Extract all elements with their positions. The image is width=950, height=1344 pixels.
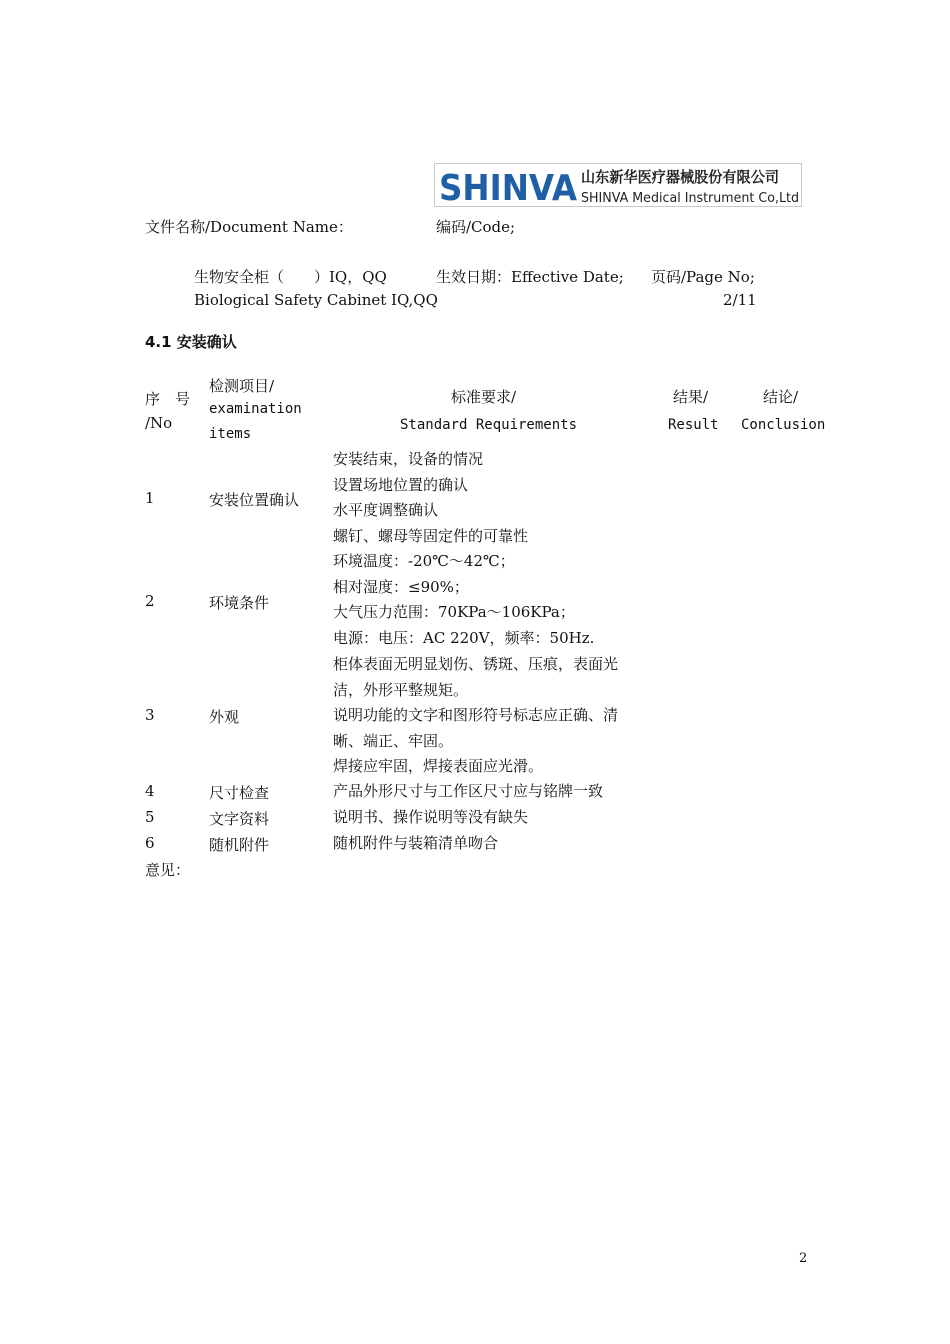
header-no-cn: 序 号 [145,390,191,408]
row-requirements [333,831,653,857]
header-item-en1: examination [209,401,302,417]
opinion-label: 意见： [145,861,191,879]
row-requirements [333,652,653,780]
row-number: 4 [145,782,155,800]
row-item: 环境条件 [209,594,270,612]
row-item: 尺寸检查 [209,784,270,802]
effective-date-label: 生效日期：Effective Date; [436,268,624,286]
requirement-line: 大气压力范围：70KPa～106KPa； [333,603,575,621]
header-result-en: Result [668,417,719,433]
row-number: 5 [145,808,155,826]
header-std-cn: 标准要求/ [451,388,517,406]
doc-title-cn: 生物安全柜（ ）IQ，QQ [194,268,387,286]
row-number: 3 [145,706,155,724]
requirement-line: 设置场地位置的确认 [333,475,469,494]
row-number: 6 [145,834,155,852]
requirement-line: 螺钉、螺母等固定件的可靠性 [333,526,529,545]
page-value: 2/11 [723,291,757,309]
requirement-line: 随机附件与装箱清单吻合 [333,834,499,852]
header-std-en: Standard Requirements [400,417,578,433]
header-item-cn: 检测项目/ [209,377,275,395]
requirement-line: 环境温度：-20℃～42℃； [333,552,515,570]
requirement-line: 说明书、操作说明等没有缺失 [333,808,529,826]
header-result-cn: 结果/ [673,388,709,406]
row-requirements [333,805,653,831]
requirement-line: 晰、端正、牢固。 [333,731,454,750]
requirement-line: 安装结束，设备的情况 [333,450,484,468]
header-no-en: /No [145,414,173,432]
logo-company-en: SHINVA Medical Instrument Co,Ltd [581,190,799,206]
requirement-line: 水平度调整确认 [333,501,439,519]
page-label: 页码/Page No; [651,268,755,286]
row-item: 文字资料 [209,810,270,828]
code-label: 编码/Code; [436,218,516,236]
footer-page-number: 2 [799,1251,808,1266]
requirement-line: 相对湿度：≤90%； [333,577,469,596]
row-number: 2 [145,592,155,610]
header-conclusion-cn: 结论/ [763,388,799,406]
row-requirements [333,447,653,549]
row-requirements [333,549,653,651]
logo-company-cn: 山东新华医疗器械股份有限公司 [581,168,779,186]
requirement-line: 产品外形尺寸与工作区尺寸应与铭牌一致 [333,782,604,800]
row-item: 外观 [209,708,240,726]
requirement-line: 洁，外形平整规矩。 [333,680,469,699]
row-item: 安装位置确认 [209,491,300,509]
requirement-line: 焊接应牢固，焊接表面应光滑。 [333,757,544,775]
company-logo [434,163,802,207]
shinva-logo-icon [435,164,801,206]
header-conclusion-en: Conclusion [741,417,826,433]
row-requirements [333,779,653,805]
requirement-line: 电源：电压：AC 220V，频率：50Hz. [333,628,595,647]
requirement-line: 柜体表面无明显划伤、锈斑、压痕，表面光 [333,655,619,673]
row-item: 随机附件 [209,836,270,854]
doc-name-label: 文件名称/Document Name： [145,218,353,236]
requirement-line: 说明功能的文字和图形符号标志应正确、清 [333,706,619,724]
section-title: 4.1 安装确认 [145,333,237,351]
doc-title-en: Biological Safety Cabinet IQ,QQ [194,291,438,309]
header-item-en2: items [209,426,252,442]
logo-brand: SHINVA [439,168,578,206]
row-number: 1 [145,489,155,507]
